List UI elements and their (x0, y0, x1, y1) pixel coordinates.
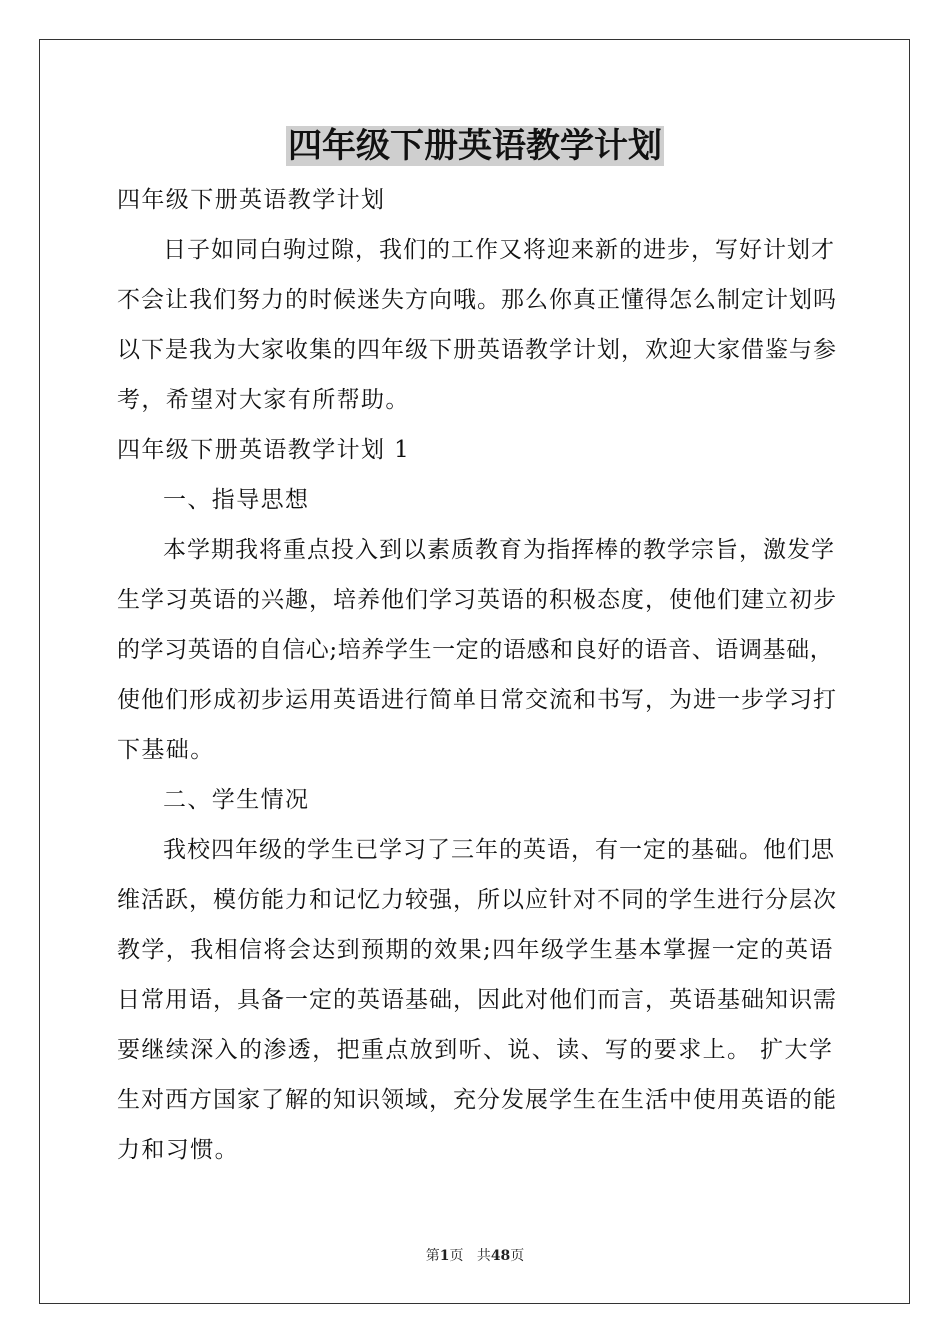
document-title-text: 四年级下册英语教学计划 (288, 126, 662, 166)
body-line: 教学，我相信将会达到预期的效果;四年级学生基本掌握一定的英语 (117, 937, 834, 963)
body-line: 力和习惯。 (117, 1137, 239, 1163)
body-line: 生学习英语的兴趣，培养他们学习英语的积极态度，使他们建立初步 (117, 587, 837, 613)
footer-total-suffix: 页 (510, 1248, 525, 1264)
footer-total-prefix: 共 (476, 1248, 491, 1264)
body-line: 我校四年级的学生已学习了三年的英语，有一定的基础。他们思 (163, 837, 835, 863)
body-line: 生对西方国家了解的知识领域，充分发展学生在生活中使用英语的能 (117, 1087, 837, 1113)
page-footer (0, 1246, 950, 1266)
body-line: 以下是我为大家收集的四年级下册英语教学计划，欢迎大家借鉴与参 (117, 337, 837, 363)
footer-page-suffix: 页 (449, 1248, 464, 1264)
body-line: 二、学生情况 (163, 787, 310, 813)
document-title (0, 124, 950, 168)
body-line: 四年级下册英语教学计划 1 (117, 437, 411, 463)
body-line: 下基础。 (117, 737, 215, 763)
body-line: 四年级下册英语教学计划 (117, 187, 386, 213)
body-line: 维活跃，模仿能力和记忆力较强，所以应针对不同的学生进行分层次 (117, 887, 837, 913)
body-line: 不会让我们努力的时候迷失方向哦。那么你真正懂得怎么制定计划吗 (117, 287, 837, 313)
body-line: 要继续深入的渗透，把重点放到听、说、读、写的要求上。 扩大学 (117, 1037, 834, 1063)
body-line: 使他们形成初步运用英语进行简单日常交流和书写，为进一步学习打 (117, 687, 837, 713)
footer-page-prefix: 第 (425, 1248, 440, 1264)
footer-page-number: 1 (439, 1248, 450, 1264)
body-line: 的学习英语的自信心;培养学生一定的语感和良好的语音、语调基础， (117, 637, 834, 663)
body-line: 考，希望对大家有所帮助。 (117, 387, 410, 413)
body-line: 本学期我将重点投入到以素质教育为指挥棒的教学宗旨，激发学 (163, 537, 835, 563)
body-line: 日子如同白驹过隙，我们的工作又将迎来新的进步，写好计划才 (163, 237, 835, 263)
body-line: 一、指导思想 (163, 487, 310, 513)
body-line: 日常用语，具备一定的英语基础，因此对他们而言，英语基础知识需 (117, 987, 837, 1013)
document-body (117, 175, 837, 1175)
footer-total-pages: 48 (490, 1248, 511, 1264)
